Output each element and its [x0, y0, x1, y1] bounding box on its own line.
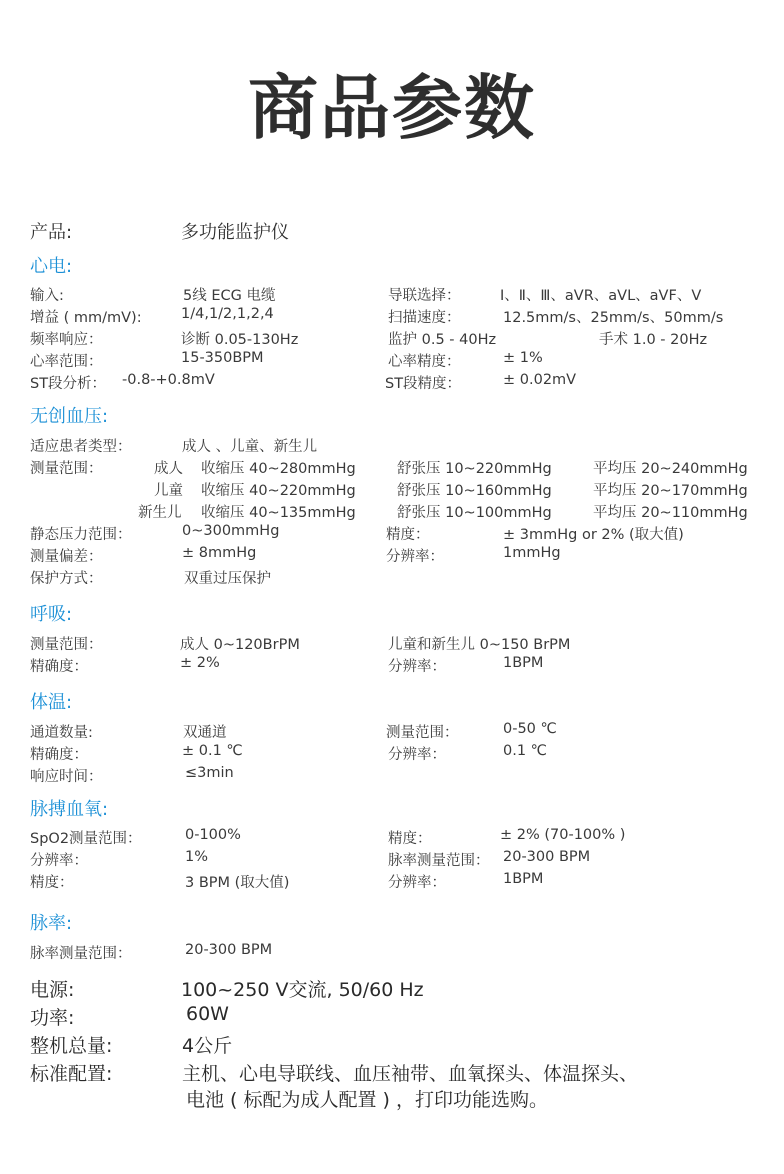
spo2-acc2-label: 精度： [30, 875, 74, 891]
temp-time-label: 响应时间： [30, 769, 103, 785]
spo2-range-label: SpO2测量范围： [30, 831, 142, 847]
nibp-row-sys: 收缩压 40~135mmHg [201, 505, 356, 521]
nibp-res-value: 1mmHg [503, 545, 561, 561]
watt-label: 功率: [30, 1007, 75, 1029]
spo2-heading: 脉搏血氧: [30, 799, 109, 820]
spo2-pr-value: 20-300 BPM [503, 849, 591, 865]
nibp-prot-value: 双重过压保护 [184, 571, 271, 587]
ecg-st-acc-value: ± 0.02mV [503, 372, 577, 388]
page-title: 商品参数 [248, 67, 536, 149]
ecg-st-label: ST段分析： [30, 376, 107, 392]
nibp-row-mean: 平均压 20~170mmHg [593, 483, 748, 499]
ecg-gain-label: 增益 ( mm/mV): [30, 310, 142, 326]
power-value: 100~250 V交流, 50/60 Hz [181, 979, 424, 1001]
ecg-st-acc-label: ST段精度： [385, 376, 462, 392]
product-label: 产品: [30, 222, 73, 243]
nibp-heading: 无创血压: [30, 406, 109, 427]
weight-value: 4公斤 [182, 1035, 233, 1057]
nibp-range-label: 测量范围： [30, 461, 103, 477]
watt-value: 60W [186, 1003, 229, 1025]
ecg-hr-range-value: 15-350BPM [181, 350, 264, 366]
ecg-freq-monitor: 监护 0.5 - 40Hz [388, 332, 497, 348]
temp-ch-value: 双通道 [183, 725, 227, 741]
nibp-patient-label: 适应患者类型： [30, 439, 132, 455]
resp-acc-value: ± 2% [180, 655, 220, 671]
resp-child: 儿童和新生儿 0~150 BrPM [388, 637, 571, 653]
temp-res-label: 分辨率： [388, 747, 446, 763]
spo2-res-value: 1% [185, 849, 209, 865]
nibp-row-dia: 舒张压 10~160mmHg [397, 483, 552, 499]
nibp-row-sys: 收缩压 40~220mmHg [201, 483, 356, 499]
spo2-acc2-value: 3 BPM (取大值) [185, 875, 290, 891]
temp-res-value: 0.1 ℃ [503, 743, 547, 759]
resp-adult: 成人 0~120BrPM [180, 637, 300, 653]
config-line2: 电池 ( 标配为成人配置 ) ，打印功能选购。 [186, 1089, 548, 1111]
config-label: 标准配置: [30, 1063, 113, 1085]
power-label: 电源: [30, 979, 75, 1001]
ecg-input-label: 输入: [30, 288, 64, 304]
temp-time-value: ≤3min [185, 765, 234, 781]
ecg-heading: 心电: [30, 256, 73, 277]
nibp-acc-label: 精度： [386, 527, 430, 543]
pr-range-label: 脉率测量范围： [30, 946, 132, 962]
product-value: 多功能监护仪 [181, 222, 289, 243]
temp-range-label: 测量范围： [386, 725, 459, 741]
temp-range-value: 0-50 ℃ [503, 721, 557, 737]
nibp-patient-value: 成人 、儿童、新生儿 [182, 439, 318, 455]
ecg-gain-value: 1/4,1/2,1,2,4 [181, 306, 274, 322]
nibp-static-value: 0~300mmHg [182, 523, 280, 539]
resp-res-label: 分辨率： [388, 659, 446, 675]
spo2-range-value: 0-100% [185, 827, 241, 843]
pr-range-value: 20-300 BPM [185, 942, 273, 958]
ecg-freq-surgery: 手术 1.0 - 20Hz [599, 332, 708, 348]
spo2-res2-label: 分辨率： [388, 875, 446, 891]
ecg-sweep-label: 扫描速度： [388, 310, 461, 326]
spo2-acc-label: 精度： [388, 831, 432, 847]
ecg-lead-label: 导联选择： [388, 288, 461, 304]
nibp-row-sys: 收缩压 40~280mmHg [201, 461, 356, 477]
resp-acc-label: 精确度： [30, 659, 88, 675]
spo2-res-label: 分辨率： [30, 853, 88, 869]
resp-res-value: 1BPM [503, 655, 544, 671]
temp-acc-label: 精确度： [30, 747, 88, 763]
spo2-pr-label: 脉率测量范围： [388, 853, 490, 869]
ecg-input-value: 5线 ECG 电缆 [183, 288, 276, 304]
temp-acc-value: ± 0.1 ℃ [182, 743, 243, 759]
nibp-row-dia: 舒张压 10~100mmHg [397, 505, 552, 521]
ecg-freq-diag: 诊断 0.05-130Hz [181, 332, 299, 348]
nibp-row-group: 儿童 [154, 483, 183, 499]
ecg-sweep-value: 12.5mm/s、25mm/s、50mm/s [503, 310, 724, 326]
ecg-lead-value: Ⅰ、Ⅱ、Ⅲ、aVR、aVL、aVF、V [500, 288, 702, 304]
config-line1: 主机、心电导联线、血压袖带、血氧探头、体温探头、 [182, 1063, 639, 1085]
temp-heading: 体温: [30, 692, 73, 713]
ecg-hr-range-label: 心率范围： [30, 354, 103, 370]
nibp-row-group: 成人 [154, 461, 183, 477]
nibp-prot-label: 保护方式： [30, 571, 103, 587]
nibp-row-dia: 舒张压 10~220mmHg [397, 461, 552, 477]
spo2-acc-value: ± 2% (70-100% ) [500, 827, 626, 843]
weight-label: 整机总量: [30, 1035, 113, 1057]
nibp-acc-value: ± 3mmHg or 2% (取大值) [503, 527, 684, 543]
ecg-st-value: -0.8-+0.8mV [122, 372, 215, 388]
ecg-hr-acc-value: ± 1% [503, 350, 543, 366]
nibp-dev-label: 测量偏差： [30, 549, 103, 565]
nibp-row-group: 新生儿 [138, 505, 182, 521]
resp-heading: 呼吸: [30, 604, 73, 625]
pr-heading: 脉率: [30, 913, 73, 934]
nibp-dev-value: ± 8mmHg [182, 545, 257, 561]
nibp-static-label: 静态压力范围： [30, 527, 132, 543]
ecg-hr-acc-label: 心率精度： [388, 354, 461, 370]
temp-ch-label: 通道数量: [30, 725, 93, 741]
ecg-freq-label: 频率响应： [30, 332, 103, 348]
nibp-res-label: 分辨率： [386, 549, 444, 565]
spo2-res2-value: 1BPM [503, 871, 544, 887]
nibp-row-mean: 平均压 20~110mmHg [593, 505, 748, 521]
resp-range-label: 测量范围： [30, 637, 103, 653]
nibp-row-mean: 平均压 20~240mmHg [593, 461, 748, 477]
